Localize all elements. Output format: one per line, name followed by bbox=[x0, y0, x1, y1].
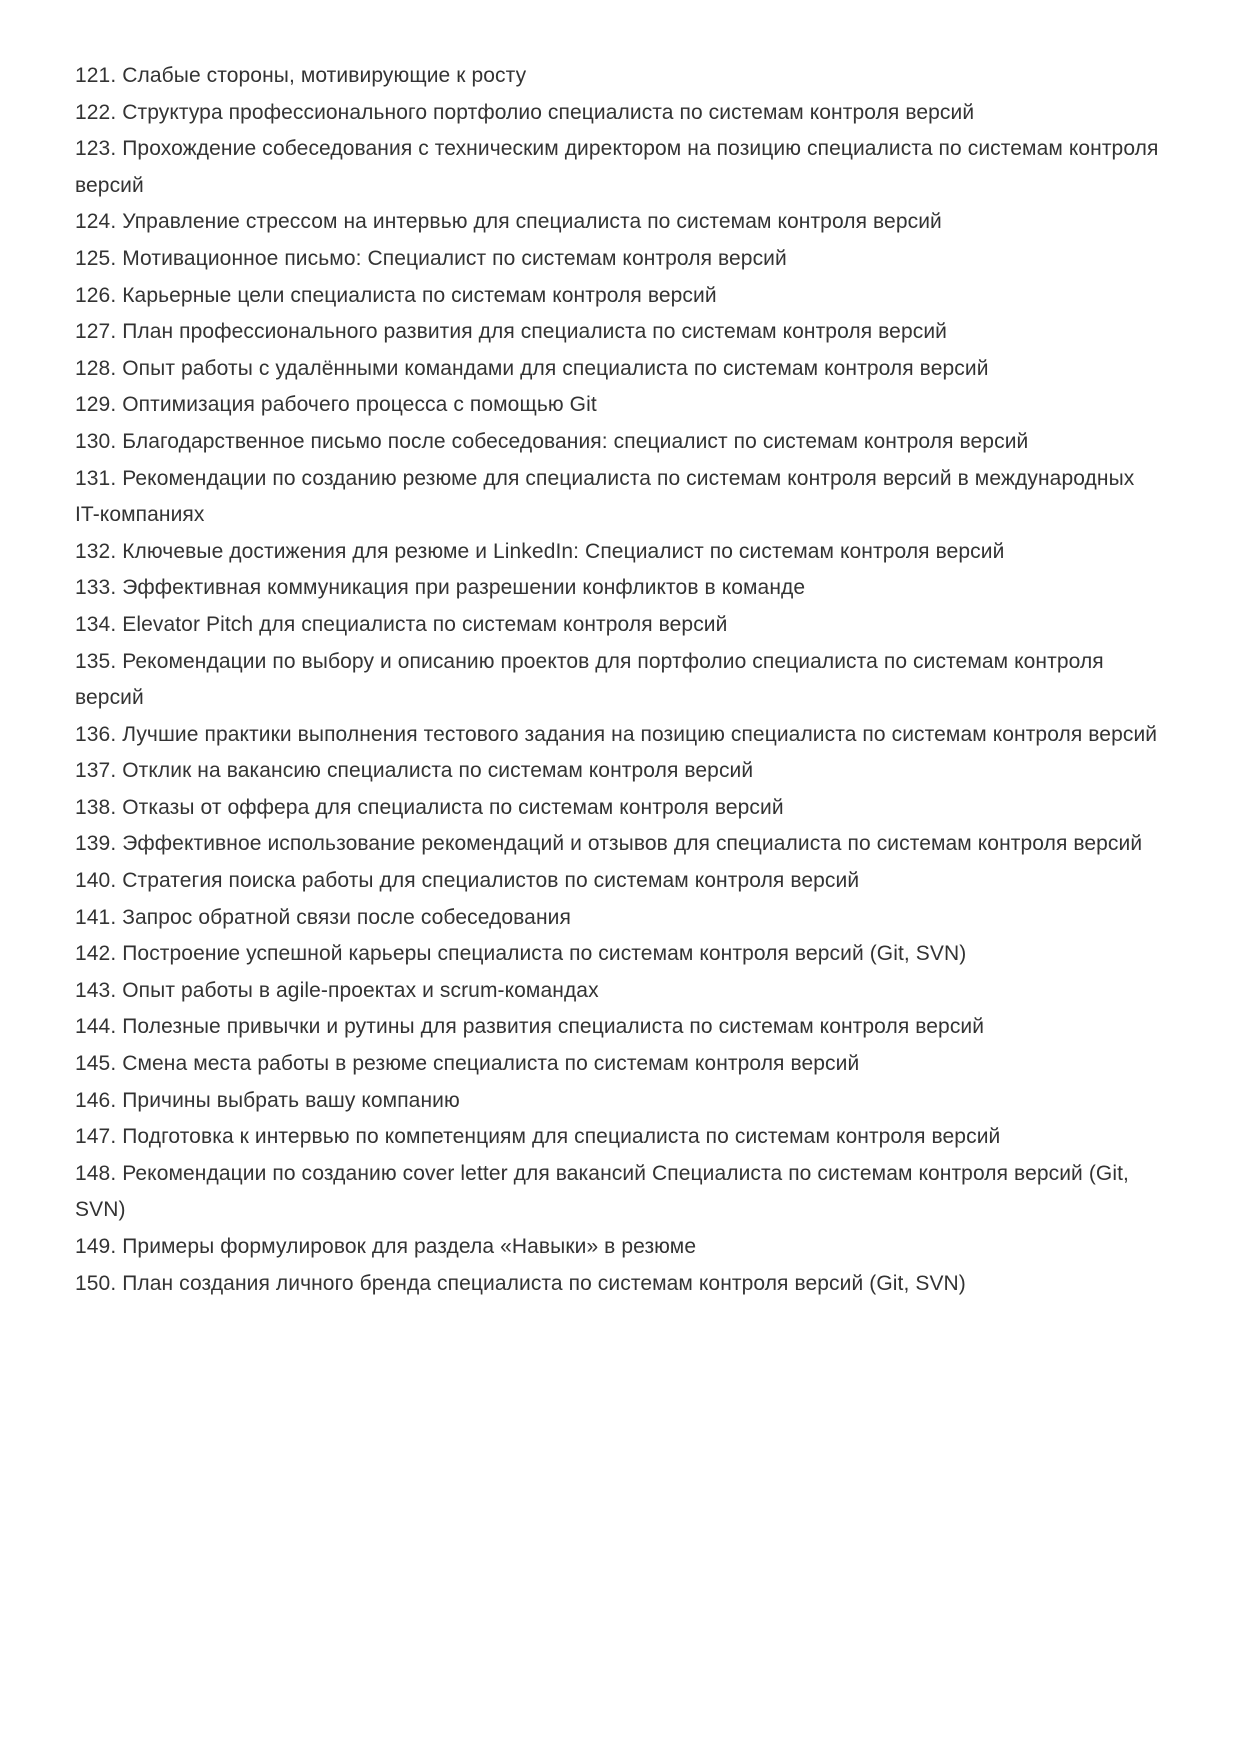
list-item bbox=[75, 1229, 1165, 1266]
list-item bbox=[75, 95, 1165, 132]
item-title: Рекомендации по созданию резюме для специалиста по системам контроля версий в международных IT-компаниях bbox=[75, 466, 1135, 527]
item-number: 138. bbox=[75, 795, 117, 819]
list-item bbox=[75, 58, 1165, 95]
item-title: Полезные привычки и рутины для развития специалиста по системам контроля версий bbox=[122, 1015, 985, 1039]
list-item bbox=[75, 534, 1165, 571]
item-title: Стратегия поиска работы для специалистов по системам контроля версий bbox=[122, 869, 860, 893]
item-title: Elevator Pitch для специалиста по системам контроля версий bbox=[122, 612, 728, 636]
item-number: 137. bbox=[75, 759, 117, 783]
list-item bbox=[75, 204, 1165, 241]
item-title: Смена места работы в резюме специалиста по системам контроля версий bbox=[122, 1052, 860, 1076]
list-item bbox=[75, 314, 1165, 351]
item-number: 127. bbox=[75, 320, 117, 344]
list-item bbox=[75, 790, 1165, 827]
item-number: 129. bbox=[75, 393, 117, 417]
item-title: Управление стрессом на интервью для специалиста по системам контроля версий bbox=[122, 210, 942, 234]
item-number: 121. bbox=[75, 64, 117, 87]
item-title: План профессионального развития для специалиста по системам контроля версий bbox=[122, 320, 947, 344]
item-title: Ключевые достижения для резюме и LinkedIn: Специалист по системам контроля версий bbox=[122, 539, 1005, 563]
item-number: 124. bbox=[75, 210, 117, 234]
list-item bbox=[75, 753, 1165, 790]
list-item bbox=[75, 717, 1165, 754]
list-item bbox=[75, 973, 1165, 1010]
item-number: 135. bbox=[75, 649, 117, 673]
item-number: 143. bbox=[75, 978, 117, 1002]
item-number: 132. bbox=[75, 539, 117, 563]
item-number: 136. bbox=[75, 722, 117, 746]
list-item bbox=[75, 351, 1165, 388]
item-number: 140. bbox=[75, 869, 117, 893]
item-number: 145. bbox=[75, 1052, 117, 1076]
item-title: Карьерные цели специалиста по системам контроля версий bbox=[122, 283, 717, 307]
item-title: Построение успешной карьеры специалиста по системам контроля версий (Git, SVN) bbox=[122, 942, 967, 966]
item-title: Отказы от оффера для специалиста по системам контроля версий bbox=[122, 795, 784, 819]
item-number: 141. bbox=[75, 905, 117, 929]
item-number: 131. bbox=[75, 466, 117, 490]
list-item bbox=[75, 131, 1165, 204]
item-title: Мотивационное письмо: Специалист по системам контроля версий bbox=[122, 246, 787, 270]
list-item bbox=[75, 424, 1165, 461]
item-title: Эффективное использование рекомендаций и отзывов для специалиста по системам контроля версий bbox=[122, 832, 1143, 856]
list-item bbox=[75, 570, 1165, 607]
list-item bbox=[75, 607, 1165, 644]
item-number: 126. bbox=[75, 283, 117, 307]
item-number: 122. bbox=[75, 100, 117, 124]
list-item bbox=[75, 826, 1165, 863]
list-item bbox=[75, 387, 1165, 424]
list-item bbox=[75, 1266, 1165, 1303]
item-title: Слабые стороны, мотивирующие к росту bbox=[122, 64, 527, 87]
item-number: 123. bbox=[75, 137, 117, 161]
item-number: 146. bbox=[75, 1088, 117, 1112]
topic-list bbox=[75, 58, 1165, 1302]
item-title: Эффективная коммуникация при разрешении конфликтов в команде bbox=[122, 576, 806, 600]
list-item bbox=[75, 241, 1165, 278]
item-number: 134. bbox=[75, 612, 117, 636]
item-title: План создания личного бренда специалиста по системам контроля версий (Git, SVN) bbox=[122, 1271, 966, 1295]
item-number: 148. bbox=[75, 1161, 117, 1185]
item-number: 133. bbox=[75, 576, 117, 600]
item-number: 125. bbox=[75, 246, 117, 270]
item-title: Причины выбрать вашу компанию bbox=[122, 1088, 460, 1112]
item-title: Рекомендации по выбору и описанию проектов для портфолио специалиста по системам контроля версий bbox=[75, 649, 1104, 710]
item-title: Примеры формулировок для раздела «Навыки» в резюме bbox=[122, 1235, 697, 1258]
list-item bbox=[75, 278, 1165, 315]
list-item bbox=[75, 936, 1165, 973]
item-number: 130. bbox=[75, 429, 117, 453]
item-number: 150. bbox=[75, 1271, 117, 1295]
list-item bbox=[75, 863, 1165, 900]
list-item bbox=[75, 644, 1165, 717]
item-title: Опыт работы с удалёнными командами для специалиста по системам контроля версий bbox=[122, 356, 989, 380]
list-item bbox=[75, 1119, 1165, 1156]
list-item bbox=[75, 1046, 1165, 1083]
item-number: 144. bbox=[75, 1015, 117, 1039]
item-number: 128. bbox=[75, 356, 117, 380]
list-item bbox=[75, 1083, 1165, 1120]
item-title: Подготовка к интервью по компетенциям для специалиста по системам контроля версий bbox=[122, 1125, 1001, 1149]
list-item bbox=[75, 461, 1165, 534]
item-number: 147. bbox=[75, 1125, 117, 1149]
item-number: 149. bbox=[75, 1235, 117, 1258]
item-title: Структура профессионального портфолио специалиста по системам контроля версий bbox=[122, 100, 975, 124]
item-title: Оптимизация рабочего процесса с помощью Git bbox=[122, 393, 597, 417]
item-title: Опыт работы в agile-проектах и scrum-командах bbox=[122, 978, 599, 1002]
item-title: Рекомендации по созданию cover letter для вакансий Специалиста по системам контроля версий (Git, SVN) bbox=[75, 1161, 1129, 1222]
list-item bbox=[75, 1156, 1165, 1229]
item-title: Лучшие практики выполнения тестового задания на позицию специалиста по системам контроля версий bbox=[122, 722, 1158, 746]
list-item bbox=[75, 1009, 1165, 1046]
item-title: Благодарственное письмо после собеседования: специалист по системам контроля версий bbox=[122, 429, 1029, 453]
item-title: Прохождение собеседования с техническим директором на позицию специалиста по системам контроля версий bbox=[75, 137, 1159, 197]
item-title: Запрос обратной связи после собеседования bbox=[122, 905, 571, 929]
item-title: Отклик на вакансию специалиста по системам контроля версий bbox=[122, 759, 754, 783]
list-item bbox=[75, 900, 1165, 937]
item-number: 139. bbox=[75, 832, 117, 856]
item-number: 142. bbox=[75, 942, 117, 966]
